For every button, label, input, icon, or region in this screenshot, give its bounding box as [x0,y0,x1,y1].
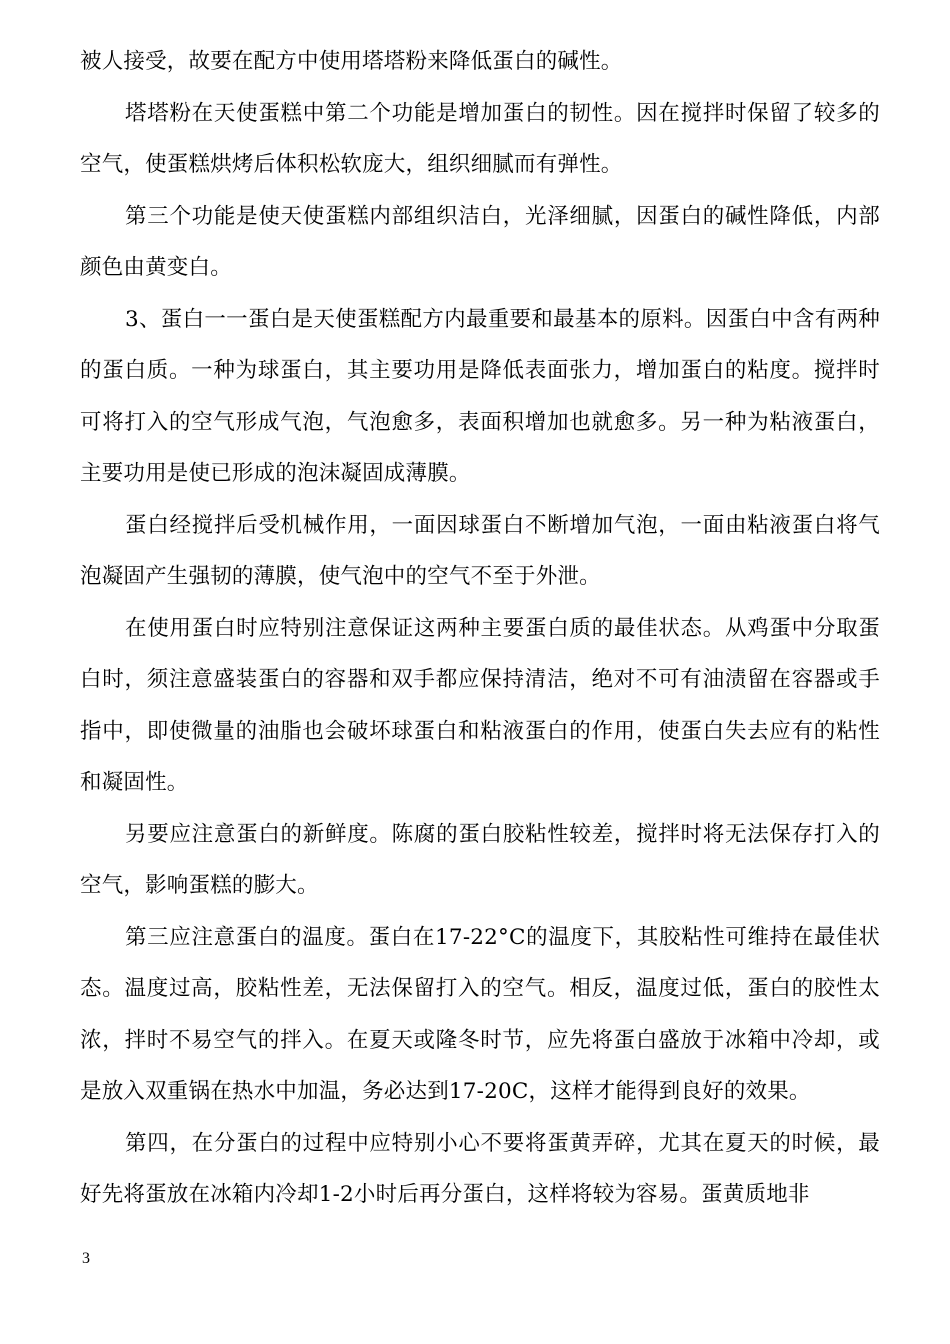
paragraph-5: 蛋白经搅拌后受机械作用，一面因球蛋白不断增加气泡，一面由粘液蛋白将气泡凝固产生强韧的薄膜，使气泡中的空气不至于外泄。 [80,512,880,589]
paragraph-9: 第四，在分蛋白的过程中应特别小心不要将蛋黄弄碎，尤其在夏天的时候，最好先将蛋放在冰箱内冷却1-2小时后再分蛋白，这样将较为容易。蛋黄质地非 [80,1130,880,1207]
paragraph-8: 第三应注意蛋白的温度。蛋白在17-22°C的温度下，其胶粘性可维持在最佳状态。温度过高，胶粘性差，无法保留打入的空气。相反，温度过低，蛋白的胶性太浓，拌时不易空气的拌入。在夏天或隆冬时节，应先将蛋白盛放于冰箱中冷却，或是放入双重锅在热水中加温，务必达到17-20C，这样才能得到良好的效果。 [80,924,880,1104]
paragraph-2: 塔塔粉在天使蛋糕中第二个功能是增加蛋白的韧性。因在搅拌时保留了较多的空气，使蛋糕烘烤后体积松软庞大，组织细腻而有弹性。 [80,100,880,177]
paragraph-4: 3、蛋白一一蛋白是天使蛋糕配方内最重要和最基本的原料。因蛋白中含有两种的蛋白质。一种为球蛋白，其主要功用是降低表面张力，增加蛋白的粘度。搅拌时可将打入的空气形成气泡，气泡愈多，表面积增加也就愈多。另一种为粘液蛋白，主要功用是使已形成的泡沫凝固成薄膜。 [80,306,880,486]
document-body [80,36,880,1221]
paragraph-7: 另要应注意蛋白的新鲜度。陈腐的蛋白胶粘性较差，搅拌时将无法保存打入的空气，影响蛋糕的膨大。 [80,821,880,898]
paragraph-1: 被人接受，故要在配方中使用塔塔粉来降低蛋白的碱性。 [80,49,623,74]
paragraph-6: 在使用蛋白时应特别注意保证这两种主要蛋白质的最佳状态。从鸡蛋中分取蛋白时，须注意盛装蛋白的容器和双手都应保持清洁，绝对不可有油渍留在容器或手指中，即使微量的油脂也会破坏球蛋白和粘液蛋白的作用，使蛋白失去应有的粘性和凝固性。 [80,615,880,795]
paragraph-3: 第三个功能是使天使蛋糕内部组织洁白，光泽细腻，因蛋白的碱性降低，内部颜色由黄变白。 [80,203,880,280]
page-number: 3 [82,1250,90,1267]
